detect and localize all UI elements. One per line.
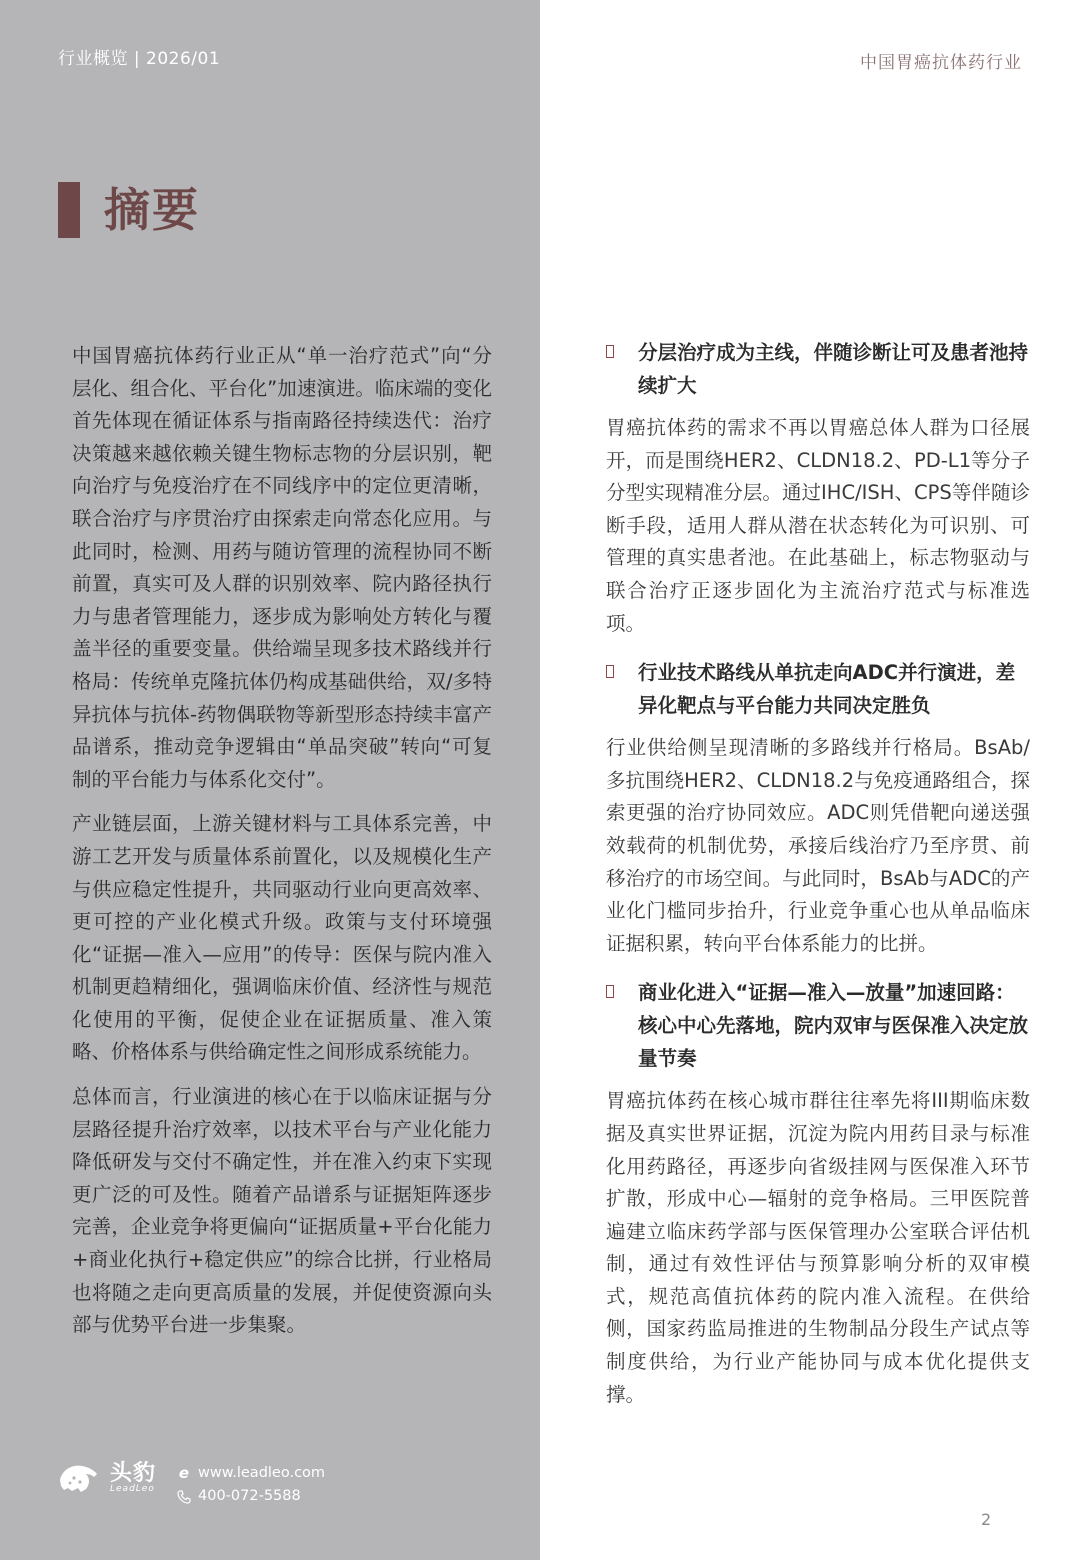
browser-e-icon: e (178, 1464, 190, 1482)
section-body-3: 胃癌抗体药在核心城市群往往率先将III期临床数据及真实世界证据，沉淀为院内用药目录与标准化用药路径，再逐步向省级挂网与医保准入环节扩散，形成中心—辐射的竞争格局。三甲医院普遍建立临床药学部与医保管理办公室联合评估机制，通过有效性评估与预算影响分析的双审模式，规范高值抗体药的院内准入流程。在供给侧，国家药监局推进的生物制品分段生产试点等制度供给，为行业产能协同与成本优化提供支撑。 (606, 1089, 1030, 1406)
section-heading-1 (606, 336, 1030, 402)
section-body-2: 行业供给侧呈现清晰的多路线并行格局。BsAb/多抗围绕HER2、CLDN18.2与免疫通路组合，探索更强的治疗协同效应。ADC则凭借靶向递送强效载荷的机制优势，承接后线治疗乃至序贯、前移治疗的市场空间。与此同时，BsAb与ADC的产业化门槛同步抬升，行业竞争重心也从单品临床证据积累，转向平台体系能力的比拼。 (606, 736, 1030, 955)
section-heading-2 (606, 656, 1030, 722)
report-type-date: 行业概览 | 2026/01 (58, 49, 221, 69)
bullet-box-icon (606, 665, 614, 678)
phone-row (176, 1485, 325, 1508)
summary-right-column (606, 336, 1030, 1427)
bullet-box-icon (606, 345, 614, 358)
section-body-1: 胃癌抗体药的需求不再以胃癌总体人群为口径展开，而是围绕HER2、CLDN18.2、PD-L1等分子分型实现精准分层。通过IHC/ISH、CPS等伴随诊断手段，适用人群从潜在状态转化为可识别、可管理的真实患者池。在此基础上，标志物驱动与联合治疗正逐步固化为主流治疗范式与标准选项。 (606, 416, 1030, 635)
summary-left-column (72, 340, 492, 1354)
summary-paragraph-2: 产业链层面，上游关键材料与工具体系完善，中游工艺开发与质量体系前置化，以及规模化生产与供应稳定性提升，共同驱动行业向更高效率、更可控的产业化模式升级。政策与支付环境强化“证据—准入—应用”的传导：医保与院内准入机制更趋精细化，强调临床价值、经济性与规范化使用的平衡，促使企业在证据质量、准入策略、价格体系与供给确定性之间形成系统能力。 (72, 812, 492, 1064)
leopard-logo-icon (56, 1458, 100, 1496)
bullet-box-icon (606, 985, 614, 998)
report-title-header: 中国胃癌抗体药行业 (860, 53, 1022, 73)
logo-chinese-text: 头豹 (110, 1461, 157, 1486)
summary-paragraph-3: 总体而言，行业演进的核心在于以临床证据与分层路径提升治疗效率，以技术平台与产业化能力降低研发与交付不确定性，并在准入约束下实现更广泛的可及性。随着产品谱系与证据矩阵逐步完善，企业竞争将更偏向“证据质量+平台化能力+商业化执行+稳定供应”的综合比拼，行业格局也将随之走向更高质量的发展，并促使资源向头部与优势平台进一步集聚。 (72, 1085, 492, 1337)
section-heading-text: 行业技术路线从单抗走向ADC并行演进，差异化靶点与平台能力共同决定胜负 (638, 661, 1016, 718)
footer-contact (176, 1462, 325, 1508)
page-title: 摘要 (104, 183, 200, 237)
website-row (176, 1462, 325, 1485)
logo-english-text: LeadLeo (110, 1484, 155, 1494)
summary-paragraph-1: 中国胃癌抗体药行业正从“单一治疗范式”向“分层化、组合化、平台化”加速演进。临床端的变化首先体现在循证体系与指南路径持续迭代：治疗决策越来越依赖关键生物标志物的分层识别，靶向治疗与免疫治疗在不同线序中的定位更清晰，联合治疗与序贯治疗由探索走向常态化应用。与此同时，检测、用药与随访管理的流程协同不断前置，真实可及人群的识别效率、院内路径执行力与患者管理能力，逐步成为影响处方转化与覆盖半径的重要变量。供给端呈现多技术路线并行格局：传统单克隆抗体仍构成基础供给，双/多特异抗体与抗体-药物偶联物等新型形态持续丰富产品谱系，推动竞争逻辑由“单品突破”转向“可复制的平台能力与体系化交付”。 (72, 344, 492, 791)
phone-text: 400-072-5588 (198, 1488, 301, 1504)
section-heading-text: 分层治疗成为主线，伴随诊断让可及患者池持续扩大 (638, 341, 1029, 397)
section-heading-text: 商业化进入“证据—准入—放量”加速回路：核心中心先落地，院内双审与医保准入决定放量节奏 (638, 981, 1029, 1071)
section-heading-3 (606, 976, 1030, 1075)
leadleo-logo (56, 1456, 166, 1502)
title-accent-bar (58, 182, 80, 238)
page-number: 2 (981, 1510, 992, 1529)
phone-icon (176, 1489, 192, 1505)
website-text[interactable]: www.leadleo.com (198, 1465, 326, 1481)
